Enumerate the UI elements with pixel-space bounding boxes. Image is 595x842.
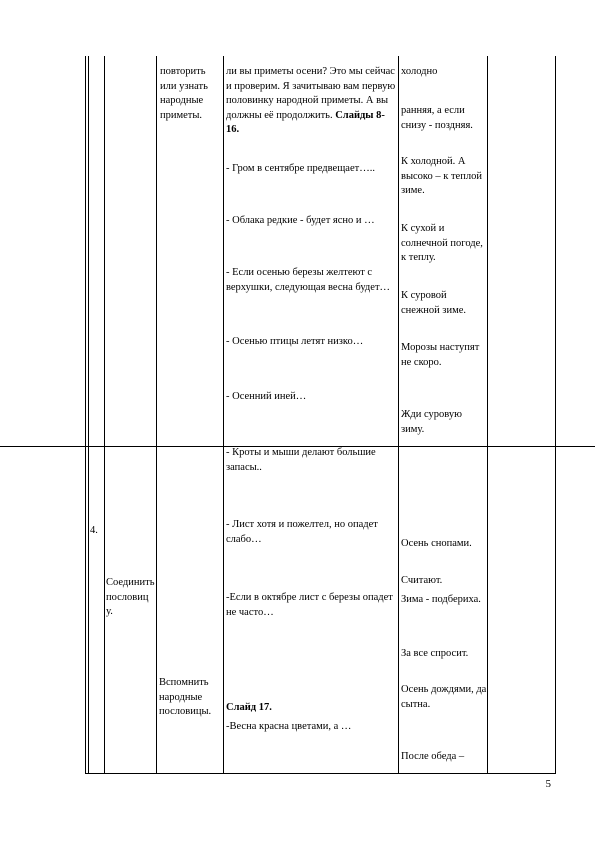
omen-question: - Если осенью березы желтеют с верхушки, следующая весна будет… bbox=[226, 267, 391, 293]
proverb-answer: Осень дождями, да сытна. bbox=[401, 684, 487, 710]
table-border-right bbox=[555, 56, 556, 774]
objective-text: Вспомнить народные пословицы. bbox=[159, 677, 212, 717]
table-border-bottom bbox=[85, 773, 556, 774]
table-border-left-inner bbox=[88, 56, 89, 774]
omen-question: - Гром в сентябре предвещает….. bbox=[226, 163, 375, 174]
proverb-answer: Осень снопами. bbox=[401, 538, 472, 549]
proverb-question: -Если в октябре лист с березы опадет не часто… bbox=[226, 592, 393, 618]
proverb-answer: После обеда – bbox=[401, 751, 465, 762]
answer-cell: К суровой снежной зиме. bbox=[401, 290, 467, 316]
column-divider-5 bbox=[487, 56, 488, 774]
proverb-answer: Считают. bbox=[401, 575, 443, 586]
slide-reference: Слайд 17. bbox=[226, 702, 272, 713]
answer-cell: К холодной. А высоко – к теплой зиме. bbox=[401, 156, 482, 196]
answer-cell: Морозы наступят не скоро. bbox=[401, 342, 480, 368]
proverb-answer: Зима - подбериха. bbox=[401, 594, 481, 605]
column-divider-3 bbox=[223, 56, 224, 774]
proverb-question: -Весна красна цветами, а … bbox=[226, 721, 352, 732]
omen-question: - Облака редкие - будет ясно и … bbox=[226, 215, 375, 226]
teacher-intro-plain: ли вы приметы осени? Это мы сейчас и проверим. Я зачитываю вам первую половинку народной приметы. А вы должны её продолжить. bbox=[226, 66, 396, 121]
stage-title: Соединить пословицу. bbox=[106, 577, 155, 617]
column-divider-4 bbox=[398, 56, 399, 774]
omen-question: - Осенний иней… bbox=[226, 391, 307, 402]
answer-cell: К сухой и солнечной погоде, к теплу. bbox=[401, 223, 483, 263]
page-number: 5 bbox=[545, 778, 551, 790]
table-border-left bbox=[85, 56, 86, 774]
teacher-intro-text bbox=[226, 65, 396, 138]
proverb-answer: За все спросит. bbox=[401, 648, 469, 659]
omen-question: - Осенью птицы летят низко… bbox=[226, 336, 364, 347]
proverb-question: - Лист хотя и пожелтел, но опадет слабо… bbox=[226, 519, 378, 545]
answer-cell-top: холодно bbox=[401, 66, 438, 77]
proverb-question: - Кроты и мыши делают большие запасы.. bbox=[226, 447, 376, 473]
objective-text: повторить или узнать народные приметы. bbox=[160, 66, 208, 121]
column-divider-2 bbox=[156, 56, 157, 774]
slides-reference: Слайды 8-16. bbox=[226, 109, 385, 135]
row-number: 4. bbox=[90, 525, 98, 536]
answer-cell: Жди суровую зиму. bbox=[401, 409, 462, 435]
column-divider-1 bbox=[104, 56, 105, 774]
answer-cell: ранняя, а если снизу - поздняя. bbox=[401, 105, 473, 131]
